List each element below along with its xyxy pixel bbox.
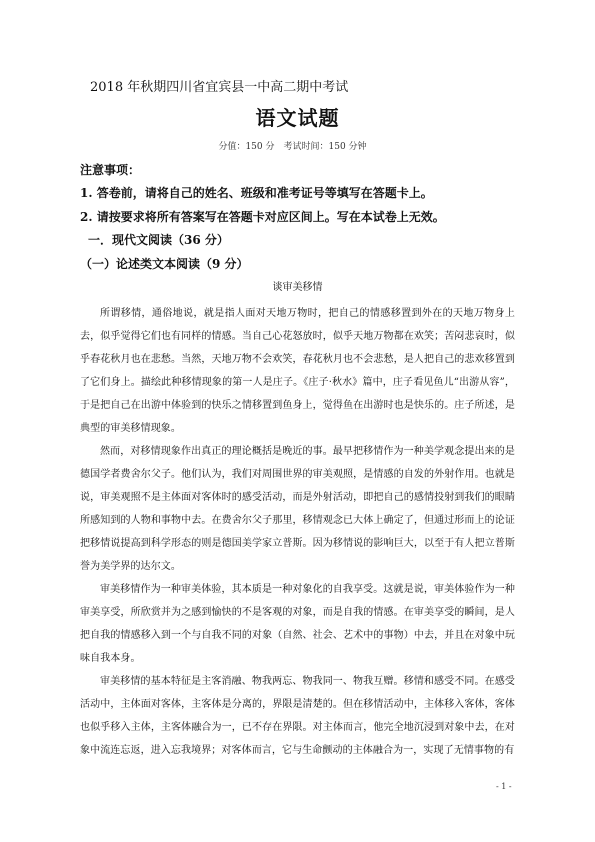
- notice-item: 1. 答卷前，请将自己的姓名、班级和准考证号等填写在答题卡上。: [80, 186, 433, 200]
- article-body: [80, 302, 515, 762]
- article-paragraph: 所谓移情，通俗地说，就是指人面对天地万物时，把自己的情感移置到外在的天地万物身上去，似乎觉得它们也有同样的情感。当自己心花怒放时，似乎天地万物都在欢笑；苦闷悲哀时，似乎春花秋月也在悲愁。当然，天地万物不会欢笑，春花秋月也不会悲愁，是人把自己的悲欢移置到了它们身上。描绘此种移情现象的第一人是庄子。《庄子·秋水》篇中，庄子看见鱼儿“出游从容”，于是把自己在出游中体验到的快乐之情移置到鱼身上，觉得鱼在出游时也是快乐的。庄子所述，是典型的审美移情现象。: [80, 308, 515, 434]
- exam-meta: 分值：150 分 考试时间：150 分钟: [218, 142, 367, 152]
- exam-name: 2018 年秋期四川省宜宾县一中高二期中考试: [90, 80, 349, 95]
- article-title: 谈审美移情: [272, 282, 323, 293]
- page-number: - 1 -: [496, 782, 512, 791]
- article-paragraph: 审美移情作为一种审美体验，其本质是一种对象化的自我享受。这就是说，审美体验作为一种审美享受，所欣赏并为之感到愉快的不是客观的对象，而是自我的情感。在审美享受的瞬间，是人把自我的情感移入到一个与自我不同的对象（自然、社会、艺术中的事物）中去，并且在对象中玩味自我本身。: [80, 584, 515, 664]
- article-paragraph: 然而，对移情现象作出真正的理论概括是晚近的事。最早把移情作为一种美学观念提出来的是德国学者费舍尔父子。他们认为，我们对周围世界的审美观照，是情感的自发的外射作用。也就是说，审美观照不是主体面对客体时的感受活动，而是外射活动，即把自己的感情投射到我们的眼睛所感知到的人物和事物中去。在费舍尔父子那里，移情观念已大体上确定了，但通过形而上的论证把移情说提高到科学形态的则是德国美学家立普斯。因为移情说的影响巨大，以至于有人把立普斯誉为美学界的达尔文。: [80, 446, 515, 572]
- section-subheading: （一）论述类文本阅读（9 分）: [80, 257, 249, 271]
- section-heading: 一．现代文阅读（36 分）: [88, 233, 229, 247]
- subject-title: 语文试题: [255, 106, 340, 130]
- notice-item: 2. 请按要求将所有答案写在答题卡对应区间上。写在本试卷上无效。: [80, 210, 445, 224]
- notice-heading: 注意事项：: [80, 163, 141, 177]
- article-paragraph: 审美移情的基本特征是主客消融、物我两忘、物我同一、物我互赠。移情和感受不同。在感受活动中，主体面对客体，主客体是分离的，界限是清楚的。但在移情活动中，主体移入客体，客体也似乎移入主体，主客体融合为一，已不存在界限。对主体而言，他完全地沉浸到对象中去，在对象中流连忘返，进入忘我境界；对客体而言，它与生命颤动的主体融合为一，实现了无情事物的有: [80, 676, 515, 756]
